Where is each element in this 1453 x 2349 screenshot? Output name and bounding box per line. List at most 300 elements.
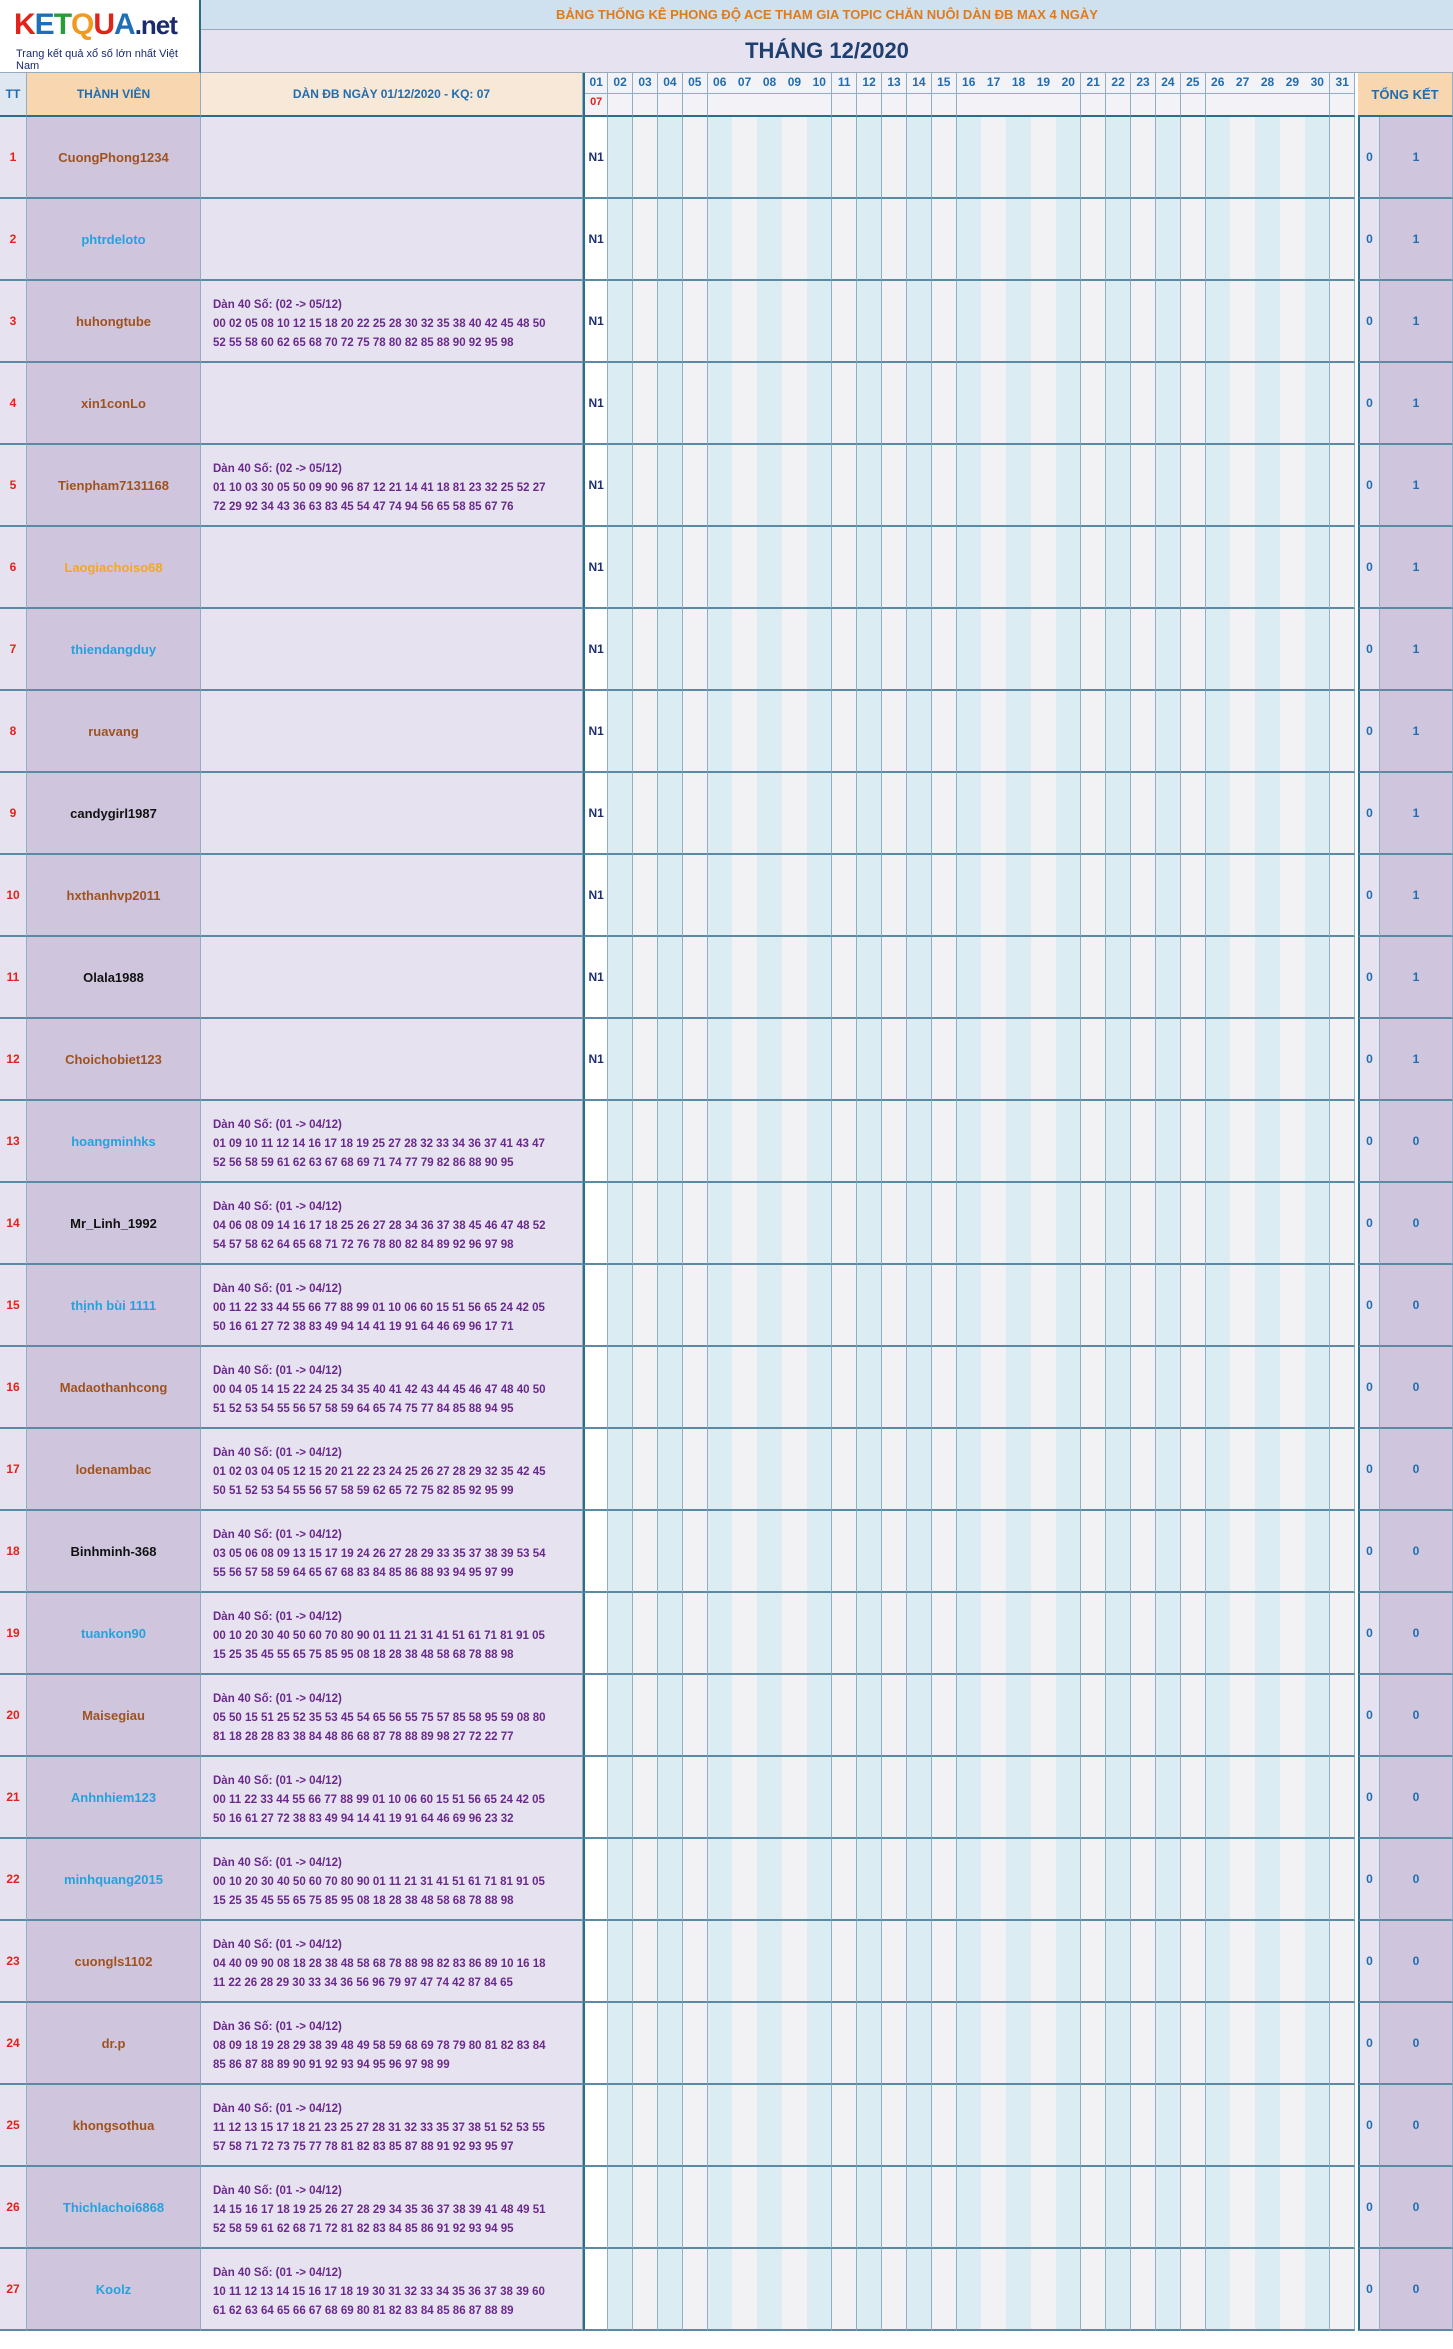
day-cell-28	[1255, 117, 1280, 199]
day-cell-26	[1206, 2249, 1231, 2331]
day-cell-11	[832, 773, 857, 855]
day-cell-06	[708, 855, 733, 937]
day-number: 30	[1310, 75, 1324, 89]
day-cell-13	[882, 1593, 907, 1675]
day-cell-22	[1106, 1101, 1131, 1183]
day-cell-22	[1106, 445, 1131, 527]
day-header-11	[832, 73, 857, 117]
day-cell-02	[608, 1675, 633, 1757]
day-cell-11	[832, 937, 857, 1019]
member-name[interactable]: minhquang2015	[27, 1839, 201, 1921]
day-cell-30	[1305, 445, 1330, 527]
day-cell-25	[1181, 1757, 1206, 1839]
day-cell-22	[1106, 1921, 1131, 2003]
day-cell-21	[1081, 2003, 1106, 2085]
day-cell-31	[1330, 2249, 1355, 2331]
day-cell-14	[907, 691, 932, 773]
day-cell-20	[1056, 1429, 1081, 1511]
day-cell-31	[1330, 281, 1355, 363]
day-cell-17	[981, 1921, 1006, 2003]
day-cell-19	[1031, 2167, 1056, 2249]
day-cell-09	[782, 1183, 807, 1265]
day-cell-20	[1056, 1183, 1081, 1265]
dan-numbers	[201, 1675, 583, 1757]
day-cell-14	[907, 855, 932, 937]
total-days: 0	[1380, 1511, 1453, 1593]
day-cell-18	[1006, 1593, 1031, 1675]
day-cell-14	[907, 1675, 932, 1757]
dan-numbers	[201, 1921, 583, 2003]
day-cell-29	[1280, 1347, 1305, 1429]
day-cell-09	[782, 691, 807, 773]
day-cell-10	[807, 1593, 832, 1675]
day-cell-20	[1056, 117, 1081, 199]
day-cell-21	[1081, 1019, 1106, 1101]
member-name[interactable]: Thichlachoi6868	[27, 2167, 201, 2249]
day-cell-28	[1255, 2167, 1280, 2249]
day-cell-13	[882, 1757, 907, 1839]
table-row	[0, 1019, 1453, 1101]
day-cell-28	[1255, 2003, 1280, 2085]
day-cell-11	[832, 445, 857, 527]
day-cell-24	[1156, 937, 1181, 1019]
day-cell-25	[1181, 2249, 1206, 2331]
day-cell-26	[1206, 1757, 1231, 1839]
day-cell-29	[1280, 199, 1305, 281]
day-cell-04	[658, 1265, 683, 1347]
day-cell-04	[658, 2003, 683, 2085]
day-cell-01: N1	[583, 937, 608, 1019]
day-cell-07	[732, 1183, 757, 1265]
day-cell-31	[1330, 1101, 1355, 1183]
day-cell-05	[683, 117, 708, 199]
day-cell-04	[658, 1019, 683, 1101]
day-cell-19	[1031, 855, 1056, 937]
total-days: 0	[1380, 2085, 1453, 2167]
day-cell-02	[608, 1593, 633, 1675]
day-cell-22	[1106, 2003, 1131, 2085]
day-cell-23	[1131, 527, 1156, 609]
row-number: 14	[0, 1183, 27, 1265]
day-cell-14	[907, 1019, 932, 1101]
day-cell-13	[882, 1429, 907, 1511]
dan-line: 85 86 87 88 89 90 91 92 93 94 95 96 97 98 99	[213, 2058, 450, 2071]
day-cell-26	[1206, 199, 1231, 281]
day-cell-16	[957, 2085, 982, 2167]
member-name[interactable]: candygirl1987	[27, 773, 201, 855]
member-name[interactable]: Olala1988	[27, 937, 201, 1019]
member-name[interactable]: cuongls1102	[27, 1921, 201, 2003]
day-cell-15	[932, 1183, 957, 1265]
day-cell-01	[583, 1839, 608, 1921]
member-name[interactable]: hxthanhvp2011	[27, 855, 201, 937]
day-cell-01	[583, 1757, 608, 1839]
day-cell-29	[1280, 1101, 1305, 1183]
total-hits: 0	[1358, 1183, 1380, 1265]
row-number: 26	[0, 2167, 27, 2249]
day-cell-23	[1131, 1265, 1156, 1347]
day-cell-19	[1031, 1019, 1056, 1101]
row-number: 21	[0, 1757, 27, 1839]
day-cell-25	[1181, 445, 1206, 527]
total-hits: 0	[1358, 1347, 1380, 1429]
member-name[interactable]: khongsothua	[27, 2085, 201, 2167]
day-cell-25	[1181, 1593, 1206, 1675]
day-cell-14	[907, 1101, 932, 1183]
member-name[interactable]: dr.p	[27, 2003, 201, 2085]
day-cell-30	[1305, 855, 1330, 937]
row-number: 23	[0, 1921, 27, 2003]
day-cell-09	[782, 1511, 807, 1593]
day-cell-11	[832, 1675, 857, 1757]
day-cell-16	[957, 117, 982, 199]
day-cell-15	[932, 445, 957, 527]
member-name[interactable]: Binhminh-368	[27, 1511, 201, 1593]
day-cell-22	[1106, 2085, 1131, 2167]
member-name[interactable]: thịnh bùi 1111	[27, 1265, 201, 1347]
dan-line: 11 12 13 15 17 18 21 23 25 27 28 31 32 33 35 37 38 51 52 53 55	[213, 2121, 545, 2134]
row-number: 9	[0, 773, 27, 855]
day-cell-17	[981, 1839, 1006, 1921]
day-cell-19	[1031, 363, 1056, 445]
day-cell-23	[1131, 1675, 1156, 1757]
day-cell-05	[683, 1593, 708, 1675]
member-name[interactable]: Tienpham7131168	[27, 445, 201, 527]
dan-numbers	[201, 1757, 583, 1839]
day-cell-14	[907, 363, 932, 445]
day-cell-17	[981, 2085, 1006, 2167]
day-cell-10	[807, 199, 832, 281]
member-name[interactable]: Maisegiau	[27, 1675, 201, 1757]
day-cell-25	[1181, 1429, 1206, 1511]
day-cell-17	[981, 855, 1006, 937]
day-cell-19	[1031, 773, 1056, 855]
day-cell-30	[1305, 1511, 1330, 1593]
day-cell-15	[932, 2003, 957, 2085]
day-cell-13	[882, 1101, 907, 1183]
day-number: 01	[589, 75, 603, 89]
table-row	[0, 1757, 1453, 1839]
row-number: 4	[0, 363, 27, 445]
day-cell-27	[1230, 609, 1255, 691]
table-row	[0, 1101, 1453, 1183]
day-cell-22	[1106, 1429, 1131, 1511]
day-cell-08	[757, 2085, 782, 2167]
dan-line: 51 52 53 54 55 56 57 58 59 64 65 74 75 77 84 85 88 94 95	[213, 1402, 514, 1415]
day-cell-04	[658, 1593, 683, 1675]
day-number: 17	[986, 75, 1001, 89]
day-cell-01	[583, 1265, 608, 1347]
day-cell-07	[732, 1593, 757, 1675]
day-cell-31	[1330, 527, 1355, 609]
day-cell-28	[1255, 855, 1280, 937]
day-cell-31	[1330, 1429, 1355, 1511]
day-cell-13	[882, 2167, 907, 2249]
day-cell-10	[807, 281, 832, 363]
day-cell-26	[1206, 1429, 1231, 1511]
day-cell-12	[857, 937, 882, 1019]
day-cell-04	[658, 1675, 683, 1757]
day-cell-17	[981, 1347, 1006, 1429]
day-cell-14	[907, 1347, 932, 1429]
day-cell-18	[1006, 281, 1031, 363]
day-cell-27	[1230, 2085, 1255, 2167]
day-cell-11	[832, 1101, 857, 1183]
day-cell-17	[981, 445, 1006, 527]
day-cell-31	[1330, 1183, 1355, 1265]
table-row	[0, 2249, 1453, 2331]
day-cell-02	[608, 937, 633, 1019]
day-cell-01: N1	[583, 281, 608, 363]
day-cell-15	[932, 2167, 957, 2249]
day-cell-20	[1056, 1101, 1081, 1183]
day-cell-16	[957, 1429, 982, 1511]
day-cell-11	[832, 2167, 857, 2249]
header-dan: DÀN ĐB NGÀY 01/12/2020 - KQ: 07	[201, 73, 583, 117]
member-name[interactable]: Madaothanhcong	[27, 1347, 201, 1429]
day-cell-14	[907, 2085, 932, 2167]
day-cell-07	[732, 2085, 757, 2167]
member-name[interactable]: Choichobiet123	[27, 1019, 201, 1101]
day-cell-19	[1031, 1183, 1056, 1265]
day-cell-06	[708, 117, 733, 199]
day-cell-08	[757, 1675, 782, 1757]
member-name[interactable]: tuankon90	[27, 1593, 201, 1675]
day-cell-10	[807, 363, 832, 445]
day-cell-06	[708, 691, 733, 773]
day-cell-10	[807, 2085, 832, 2167]
day-cell-09	[782, 2085, 807, 2167]
dan-line: 50 51 52 53 54 55 56 57 58 59 62 65 72 75 82 85 92 95 99	[213, 1484, 514, 1497]
day-cell-09	[782, 1675, 807, 1757]
dan-line: Dàn 40 Số: (01 -> 04/12)	[213, 2184, 342, 2197]
day-number: 24	[1161, 75, 1175, 89]
day-cell-24	[1156, 1757, 1181, 1839]
day-cell-31	[1330, 2003, 1355, 2085]
day-cell-15	[932, 1347, 957, 1429]
day-header-31	[1330, 73, 1355, 117]
dan-line: Dàn 40 Số: (01 -> 04/12)	[213, 1364, 342, 1377]
member-name[interactable]: lodenambac	[27, 1429, 201, 1511]
day-cell-07	[732, 1019, 757, 1101]
day-cell-01: N1	[583, 117, 608, 199]
day-cell-19	[1031, 527, 1056, 609]
day-cell-15	[932, 855, 957, 937]
day-cell-05	[683, 1675, 708, 1757]
day-cell-19	[1031, 1757, 1056, 1839]
day-cell-30	[1305, 609, 1330, 691]
day-cell-05	[683, 1183, 708, 1265]
day-cell-01	[583, 1347, 608, 1429]
day-cell-12	[857, 1183, 882, 1265]
day-cell-22	[1106, 1347, 1131, 1429]
total-days: 1	[1380, 609, 1453, 691]
day-cell-16	[957, 1019, 982, 1101]
day-cell-13	[882, 1675, 907, 1757]
member-name[interactable]: phtrdeloto	[27, 199, 201, 281]
day-cell-21	[1081, 1675, 1106, 1757]
member-name[interactable]: xin1conLo	[27, 363, 201, 445]
member-name[interactable]: CuongPhong1234	[27, 117, 201, 199]
day-cell-19	[1031, 2085, 1056, 2167]
day-cell-30	[1305, 1429, 1330, 1511]
day-cell-16	[957, 445, 982, 527]
day-cell-11	[832, 855, 857, 937]
day-cell-10	[807, 1757, 832, 1839]
table-row	[0, 445, 1453, 527]
day-cell-11	[832, 1593, 857, 1675]
day-cell-07	[732, 281, 757, 363]
dan-line: 05 50 15 51 25 52 35 53 45 54 65 56 55 75 57 85 58 95 59 08 80	[213, 1711, 546, 1724]
day-cell-31	[1330, 1921, 1355, 2003]
day-cell-05	[683, 937, 708, 1019]
day-cell-17	[981, 2167, 1006, 2249]
day-cell-27	[1230, 773, 1255, 855]
day-cell-31	[1330, 1347, 1355, 1429]
day-cell-30	[1305, 1839, 1330, 1921]
row-number: 16	[0, 1347, 27, 1429]
day-cell-31	[1330, 1593, 1355, 1675]
day-cell-20	[1056, 1019, 1081, 1101]
day-cell-13	[882, 937, 907, 1019]
day-cell-05	[683, 1511, 708, 1593]
day-cell-26	[1206, 691, 1231, 773]
day-cell-06	[708, 1265, 733, 1347]
day-cell-08	[757, 1593, 782, 1675]
day-cell-19	[1031, 199, 1056, 281]
day-cell-08	[757, 2003, 782, 2085]
dan-line: 50 16 61 27 72 38 83 49 94 14 41 19 91 64 46 69 96 23 32	[213, 1812, 514, 1825]
day-cell-20	[1056, 855, 1081, 937]
day-cell-27	[1230, 1675, 1255, 1757]
day-cell-17	[981, 1675, 1006, 1757]
row-number: 24	[0, 2003, 27, 2085]
day-cell-02	[608, 1019, 633, 1101]
total-hits: 0	[1358, 1839, 1380, 1921]
day-cell-08	[757, 1839, 782, 1921]
table-row	[0, 363, 1453, 445]
day-cell-15	[932, 609, 957, 691]
day-cell-23	[1131, 855, 1156, 937]
table-row	[0, 1675, 1453, 1757]
day-cell-25	[1181, 609, 1206, 691]
day-cell-21	[1081, 2249, 1106, 2331]
day-cell-19	[1031, 445, 1056, 527]
day-cell-13	[882, 2249, 907, 2331]
member-name[interactable]: Mr_Linh_1992	[27, 1183, 201, 1265]
day-header-25	[1181, 73, 1206, 117]
day-cell-27	[1230, 1183, 1255, 1265]
member-name[interactable]: huhongtube	[27, 281, 201, 363]
member-name[interactable]: ruavang	[27, 691, 201, 773]
day-cell-12	[857, 117, 882, 199]
day-cell-10	[807, 445, 832, 527]
day-cell-12	[857, 199, 882, 281]
total-days: 0	[1380, 1347, 1453, 1429]
day-number: 25	[1186, 75, 1200, 89]
day-cell-19	[1031, 1593, 1056, 1675]
day-cell-03	[633, 1347, 658, 1429]
dan-line: Dàn 36 Số: (01 -> 04/12)	[213, 2020, 342, 2033]
member-name[interactable]: Laogiachoiso68	[27, 527, 201, 609]
row-number: 25	[0, 2085, 27, 2167]
day-cell-20	[1056, 2085, 1081, 2167]
day-cell-13	[882, 1183, 907, 1265]
day-cell-16	[957, 1839, 982, 1921]
day-cell-29	[1280, 1019, 1305, 1101]
total-hits: 0	[1358, 527, 1380, 609]
day-cell-31	[1330, 855, 1355, 937]
day-header-15	[932, 73, 957, 117]
day-cell-06	[708, 937, 733, 1019]
day-cell-03	[633, 1183, 658, 1265]
day-cell-28	[1255, 1019, 1280, 1101]
row-number: 3	[0, 281, 27, 363]
member-name[interactable]: hoangminhks	[27, 1101, 201, 1183]
day-cell-09	[782, 199, 807, 281]
dan-line: 01 09 10 11 12 14 16 17 18 19 25 27 28 32 33 34 36 37 41 43 47	[213, 1137, 545, 1150]
logo[interactable]	[0, 0, 201, 73]
day-cell-14	[907, 2249, 932, 2331]
total-days: 1	[1380, 691, 1453, 773]
day-number: 14	[912, 75, 926, 89]
day-cell-24	[1156, 1265, 1181, 1347]
day-cell-10	[807, 1347, 832, 1429]
day-cell-09	[782, 1839, 807, 1921]
day-cell-24	[1156, 1921, 1181, 2003]
table-row	[0, 1183, 1453, 1265]
member-name[interactable]: thiendangduy	[27, 609, 201, 691]
day-cell-14	[907, 199, 932, 281]
total-days: 1	[1380, 363, 1453, 445]
day-header-13	[882, 73, 907, 117]
day-cell-15	[932, 199, 957, 281]
dan-line: 00 02 05 08 10 12 15 18 20 22 25 28 30 32 35 38 40 42 45 48 50	[213, 317, 546, 330]
day-cell-01: N1	[583, 1019, 608, 1101]
day-cell-20	[1056, 2167, 1081, 2249]
day-cell-28	[1255, 1347, 1280, 1429]
member-name[interactable]: Anhnhiem123	[27, 1757, 201, 1839]
day-cell-12	[857, 1347, 882, 1429]
day-cell-25	[1181, 1101, 1206, 1183]
day-cell-05	[683, 2003, 708, 2085]
day-cell-15	[932, 527, 957, 609]
day-cell-25	[1181, 855, 1206, 937]
day-cell-16	[957, 2167, 982, 2249]
day-cell-30	[1305, 1593, 1330, 1675]
day-cell-26	[1206, 445, 1231, 527]
day-cell-22	[1106, 855, 1131, 937]
day-cell-15	[932, 2085, 957, 2167]
day-cell-22	[1106, 1757, 1131, 1839]
day-cell-12	[857, 2167, 882, 2249]
day-cell-16	[957, 691, 982, 773]
day-cell-07	[732, 2003, 757, 2085]
day-cell-30	[1305, 2249, 1330, 2331]
day-cell-04	[658, 773, 683, 855]
day-number: 11	[837, 75, 851, 89]
total-hits: 0	[1358, 1101, 1380, 1183]
total-hits: 0	[1358, 1019, 1380, 1101]
member-name[interactable]: Koolz	[27, 2249, 201, 2331]
total-days: 1	[1380, 117, 1453, 199]
day-header-03	[633, 73, 658, 117]
dan-line: 15 25 35 45 55 65 75 85 95 08 18 28 38 48 58 68 78 88 98	[213, 1894, 514, 1907]
total-days: 1	[1380, 937, 1453, 1019]
day-cell-20	[1056, 1593, 1081, 1675]
day-cell-21	[1081, 609, 1106, 691]
day-cell-18	[1006, 609, 1031, 691]
